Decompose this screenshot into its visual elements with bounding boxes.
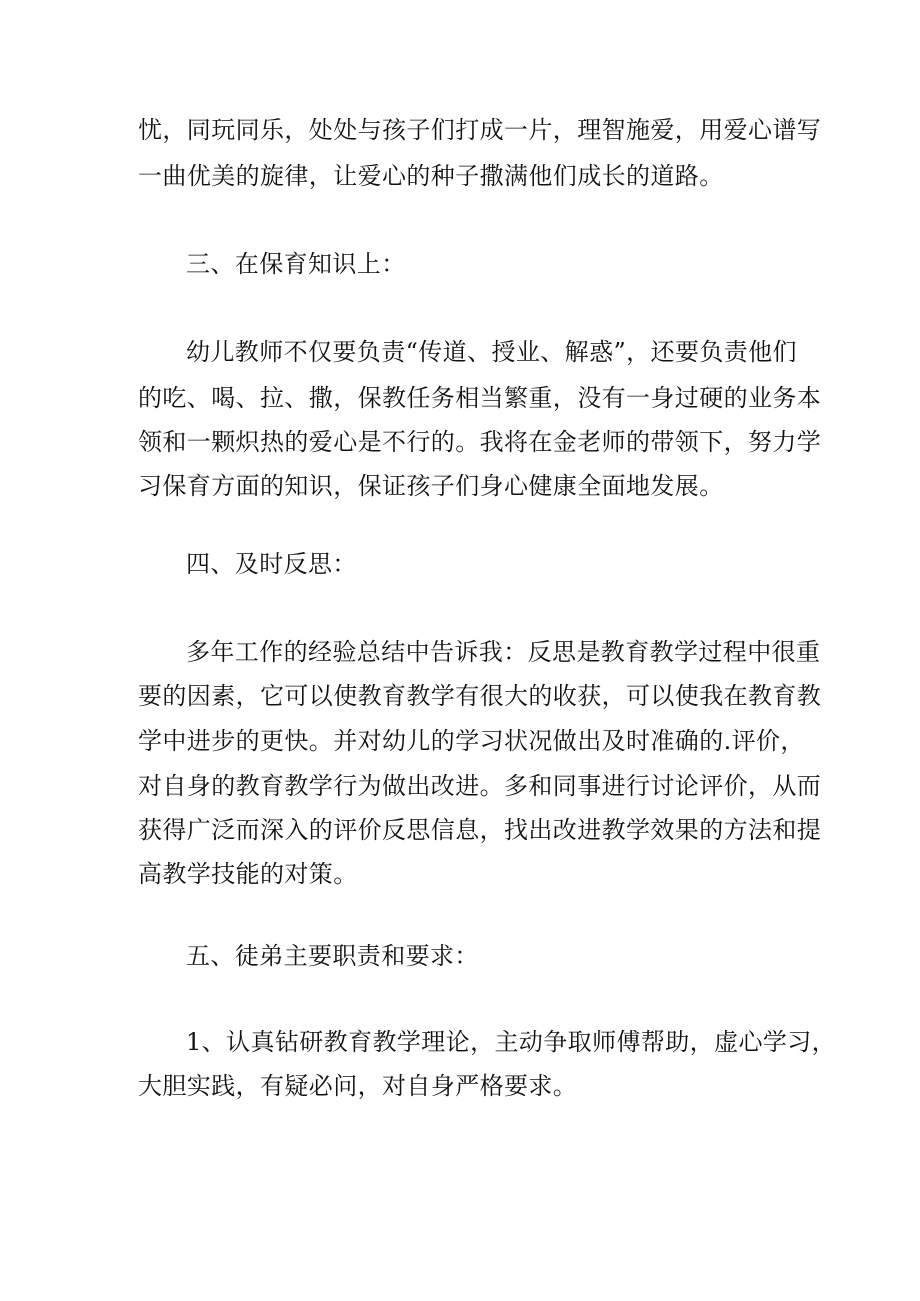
paragraph-line: 高教学技能的对策。 bbox=[138, 860, 358, 888]
paragraph-line: 多年工作的经验总结中告诉我：反思是教育教学过程中很重 bbox=[186, 638, 821, 666]
paragraph-line: 要的因素，它可以使教育教学有很大的收获，可以使我在教育教 bbox=[138, 682, 822, 710]
section-heading: 五、徒弟主要职责和要求： bbox=[186, 942, 479, 970]
paragraph-line: 领和一颗炽热的爱心是不行的。我将在金老师的带领下，努力学 bbox=[138, 428, 822, 456]
paragraph-line: 的吃、喝、拉、撒，保教任务相当繁重，没有一身过硬的业务本 bbox=[138, 384, 822, 412]
list-item-line: 1、认真钻研教育教学理论，主动争取师傅帮助，虚心学习， bbox=[186, 1028, 837, 1056]
section-heading: 四、及时反思： bbox=[186, 550, 357, 578]
paragraph-line: 幼儿教师不仅要负责“传道、授业、解惑”，还要负责他们 bbox=[186, 338, 797, 366]
section-heading: 三、在保育知识上： bbox=[186, 250, 406, 278]
paragraph-line: 对自身的教育教学行为做出改进。多和同事进行讨论评价，从而 bbox=[138, 772, 822, 800]
paragraph-line: 学中进步的更快。并对幼儿的学习状况做出及时准确的.评价， bbox=[138, 727, 805, 755]
paragraph-line: 获得广泛而深入的评价反思信息，找出改进教学效果的方法和提 bbox=[138, 816, 822, 844]
paragraph-line: 习保育方面的知识，保证孩子们身心健康全面地发展。 bbox=[138, 472, 724, 500]
list-item-line: 大胆实践，有疑必问，对自身严格要求。 bbox=[138, 1072, 578, 1100]
paragraph-line: 忧，同玩同乐，处处与孩子们打成一片，理智施爱，用爱心谱写 bbox=[138, 116, 822, 144]
paragraph-line: 一曲优美的旋律，让爱心的种子撒满他们成长的道路。 bbox=[138, 162, 724, 190]
